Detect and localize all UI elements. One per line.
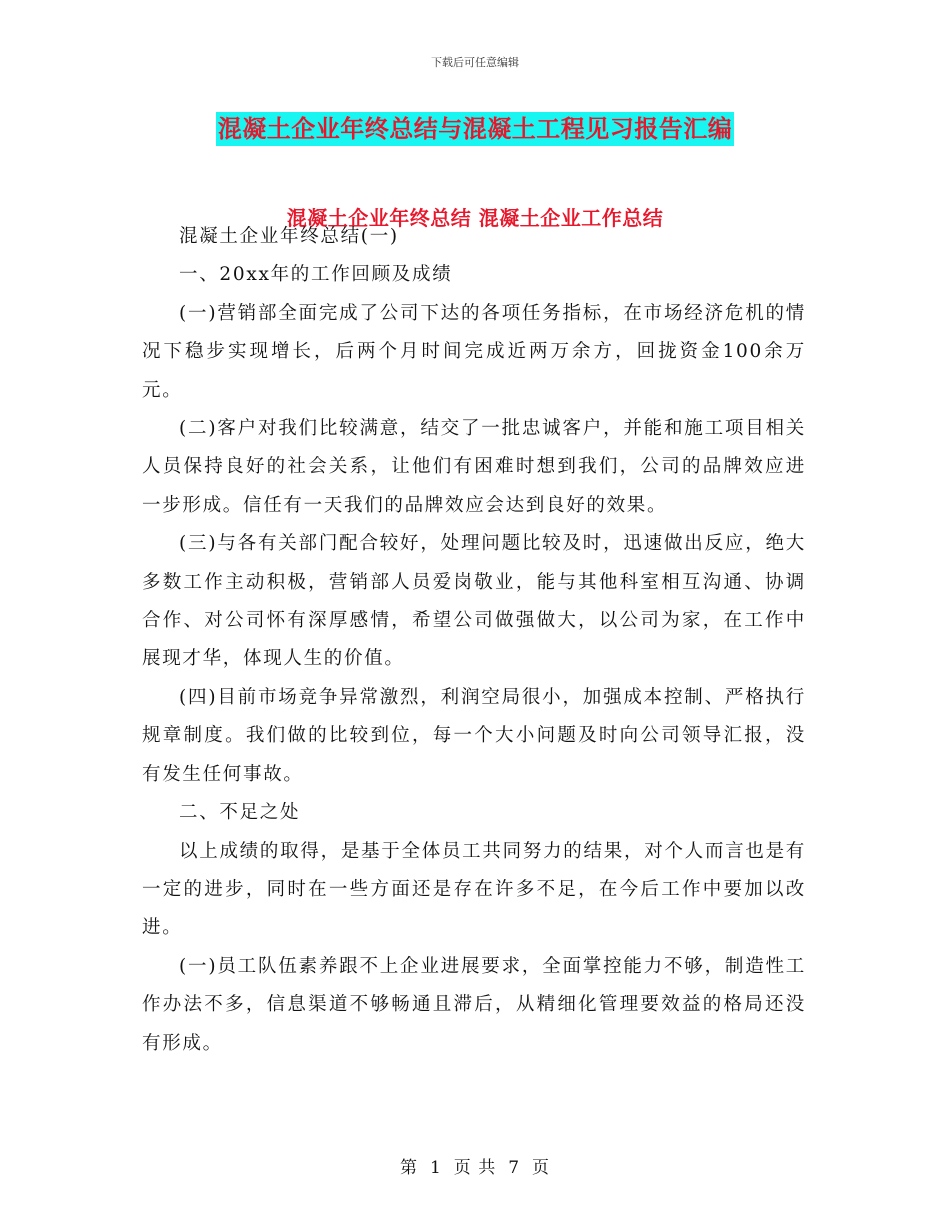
main-title-container [0,112,950,146]
paragraph-section-heading: 混凝土企业年终总结(一) [179,226,399,247]
paragraph-item-4: (四)目前市场竞争异常激烈，利润空局很小，加强成本控制、严格执行规章制度。我们做的比较到位，每一个大小问题及时向公司领导汇报，没有发生任何事故。 [142,686,806,785]
page-header-note: 下载后可任意编辑 [431,56,519,69]
paragraph-heading-shortcomings: 二、不足之处 [179,802,301,824]
page-footer [0,1153,950,1178]
paragraph-shortcoming-1: (一)员工队伍素养跟不上企业进展要求，全面掌控能力不够，制造性工作办法不多，信息渠道不够畅通且滞后，从精细化管理要效益的格局还没有形成。 [142,955,806,1054]
paragraph-heading-review: 一、20xx年的工作回顾及成绩 [179,264,453,286]
footer-suffix: 页 [532,1158,551,1178]
paragraph-item-1: (一)营销部全面完成了公司下达的各项任务指标，在市场经济危机的情况下稳步实现增长，后两个月时间完成近两万余方，回拢资金100余万元。 [142,302,806,401]
document-body [142,218,806,1063]
paragraph-shortcomings-intro: 以上成绩的取得，是基于全体员工共同努力的结果，对个人而言也是有一定的进步，同时在一些方面还是存在许多不足，在今后工作中要加以改进。 [142,840,806,939]
footer-middle: 页 共 [453,1158,497,1178]
document-sub-title: 混凝土企业年终总结 混凝土企业工作总结 [286,206,664,230]
footer-total-pages: 7 [508,1158,521,1178]
footer-page-number: 1 [429,1158,442,1178]
document-main-title: 混凝土企业年终总结与混凝土工程见习报告汇编 [216,112,735,146]
paragraph-item-2: (二)客户对我们比较满意，结交了一批忠诚客户，并能和施工项目相关人员保持良好的社会关系，让他们有困难时想到我们，公司的品牌效应进一步形成。信任有一天我们的品牌效应会达到良好的效果。 [142,418,806,516]
footer-prefix: 第 [399,1158,418,1178]
paragraph-item-3: (三)与各有关部门配合较好，处理问题比较及时，迅速做出反应，绝大多数工作主动积极，营销部人员爱岗敬业，能与其他科室相互沟通、协调合作、对公司怀有深厚感情，希望公司做强做大，以公司为家，在工作中展现才华，体现人生的价值。 [142,533,806,670]
